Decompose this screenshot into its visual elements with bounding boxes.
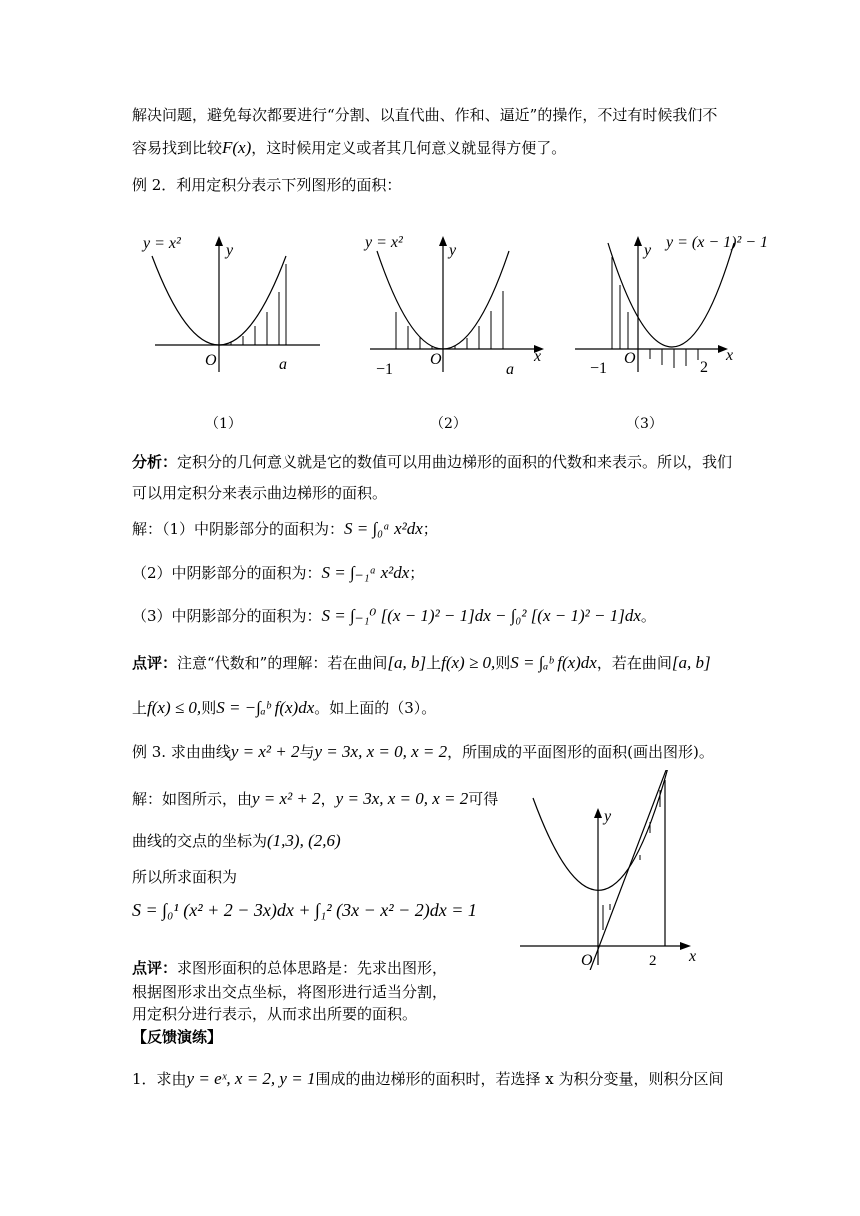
text: 则 bbox=[201, 699, 217, 717]
figure-3 bbox=[570, 228, 770, 378]
solution-line bbox=[132, 899, 477, 922]
solution-line bbox=[132, 605, 656, 627]
text: 定积分的几何意义就是它的数值可以用曲边梯形的面积的代数和来表示。所以，我们 bbox=[177, 453, 733, 471]
feedback-heading: 【反馈演练】 bbox=[132, 1028, 223, 1046]
text: （2）中阴影部分的面积为： bbox=[132, 564, 322, 582]
text: 围成的曲边梯形的面积时，若选择 x 为积分变量，则积分区间 bbox=[315, 1070, 724, 1088]
figure-1 bbox=[135, 228, 335, 378]
example-2-title: 例 2．利用定积分表示下列图形的面积： bbox=[132, 176, 402, 194]
math-expression: f(x) ≥ 0, bbox=[441, 653, 496, 672]
paragraph-line: 解决问题，避免每次都要进行“分割、以直代曲、作和、逼近”的操作，不过有时候我们不 bbox=[132, 106, 718, 124]
text: 解：如图所示，由 bbox=[132, 790, 253, 808]
neg-one-label: −1 bbox=[376, 361, 394, 378]
text: ； bbox=[409, 564, 425, 582]
comment-line bbox=[132, 957, 447, 979]
text: 。 bbox=[640, 607, 656, 625]
function-label: y = x² bbox=[143, 235, 181, 252]
a-label: a bbox=[506, 361, 514, 378]
math-expression: F(x) bbox=[222, 138, 252, 157]
math-expression: [a, b] bbox=[387, 653, 427, 672]
analysis-label: 分析： bbox=[132, 453, 178, 471]
text: （3）中阴影部分的面积为： bbox=[132, 607, 322, 625]
math-expression: y = x² + 2 bbox=[230, 742, 300, 761]
origin-label: O bbox=[430, 351, 442, 368]
text: ， bbox=[320, 790, 336, 808]
math-expression: y = 3x, x = 0, x = 2 bbox=[335, 789, 469, 808]
math-expression: S = ∫₋₁⁰ [(x − 1)² − 1]dx − ∫₀² [(x − 1)² − 1]dx bbox=[321, 606, 641, 625]
a-label: a bbox=[279, 356, 287, 373]
text: ，所围成的平面图形的面积(画出图形)。 bbox=[447, 743, 714, 761]
math-expression: y = x² + 2 bbox=[252, 789, 321, 808]
paragraph-line bbox=[132, 137, 566, 159]
solution-line bbox=[132, 788, 498, 810]
comment-label: 点评： bbox=[132, 654, 178, 672]
comment-line: 根据图形求出交点坐标，将图形进行适当分割， bbox=[132, 983, 448, 1001]
math-expression: [a, b] bbox=[671, 653, 711, 672]
text: 。如上面的（3）。 bbox=[314, 699, 437, 717]
text: 则 bbox=[495, 654, 511, 672]
solution-line: 所以所求面积为 bbox=[132, 868, 238, 886]
text: 上 bbox=[426, 654, 442, 672]
solution-line bbox=[132, 518, 438, 540]
text: 注意“代数和”的理解：若在曲间 bbox=[177, 654, 388, 672]
text: 容易找到比较 bbox=[132, 139, 223, 157]
text: 1．求由 bbox=[132, 1070, 187, 1088]
figure-2 bbox=[360, 228, 560, 378]
math-expression: S = ∫₀ᵃ x²dx bbox=[344, 519, 423, 538]
math-expression: f(x) ≤ 0, bbox=[147, 698, 202, 717]
example-3-title bbox=[132, 741, 714, 763]
comment-label: 点评： bbox=[132, 959, 178, 977]
text: 曲线的交点的坐标为 bbox=[132, 832, 268, 850]
figure-1-caption: （1） bbox=[205, 416, 242, 432]
exercise-line bbox=[132, 1068, 723, 1090]
two-label: 2 bbox=[700, 359, 708, 376]
text: 可得 bbox=[468, 790, 499, 808]
solution-line bbox=[132, 562, 424, 584]
neg-one-label: −1 bbox=[590, 360, 608, 377]
x-axis-label: x bbox=[689, 948, 697, 965]
figure-2-caption: （2） bbox=[430, 416, 467, 432]
solution-line bbox=[132, 830, 341, 852]
function-label: y = x² bbox=[365, 234, 403, 251]
comment-line bbox=[132, 652, 711, 674]
origin-label: O bbox=[581, 952, 593, 969]
origin-label: O bbox=[624, 350, 636, 367]
text: ，若在曲间 bbox=[596, 654, 672, 672]
y-axis-label: y bbox=[644, 242, 652, 259]
text: 例 3. 求由曲线 bbox=[132, 743, 231, 761]
y-axis-label: y bbox=[449, 242, 457, 259]
math-expression: S = ∫ₐᵇ f(x)dx bbox=[510, 653, 597, 672]
text: 求图形面积的总体思路是：先求出图形， bbox=[177, 959, 448, 977]
math-expression: y = 3x, x = 0, x = 2 bbox=[314, 742, 448, 761]
text: 上 bbox=[132, 699, 148, 717]
math-expression: y = eˣ, x = 2, y = 1 bbox=[186, 1069, 316, 1088]
two-label: 2 bbox=[649, 953, 657, 969]
comment-line bbox=[132, 697, 436, 719]
function-label: y = (x − 1)² − 1 bbox=[666, 234, 769, 251]
math-expression: S = ∫₀¹ (x² + 2 − 3x)dx + ∫₁² (3x − x² − 2)dx = 1 bbox=[132, 900, 477, 920]
x-axis-label: x bbox=[534, 348, 542, 365]
comment-line: 用定积分进行表示，从而求出所要的面积。 bbox=[132, 1005, 418, 1023]
math-expression: S = ∫₋₁ᵃ x²dx bbox=[321, 563, 410, 582]
y-axis-label: y bbox=[226, 242, 234, 259]
text: 与 bbox=[299, 743, 315, 761]
analysis-line bbox=[132, 451, 732, 473]
math-expression: S = −∫ₐᵇ f(x)dx bbox=[216, 698, 315, 717]
y-axis-label: y bbox=[604, 808, 612, 825]
text: 解：（1）中阴影部分的面积为： bbox=[132, 520, 345, 538]
analysis-line: 可以用定积分来表示曲边梯形的面积。 bbox=[132, 484, 388, 502]
x-axis-label: x bbox=[726, 347, 734, 364]
figure-4 bbox=[515, 770, 705, 970]
figure-3-caption: （3） bbox=[626, 416, 663, 432]
text: ，这时候用定义或者其几何意义就显得方便了。 bbox=[251, 139, 567, 157]
math-expression: (1,3), (2,6) bbox=[267, 831, 341, 850]
text: ； bbox=[422, 520, 438, 538]
origin-label: O bbox=[205, 352, 217, 369]
